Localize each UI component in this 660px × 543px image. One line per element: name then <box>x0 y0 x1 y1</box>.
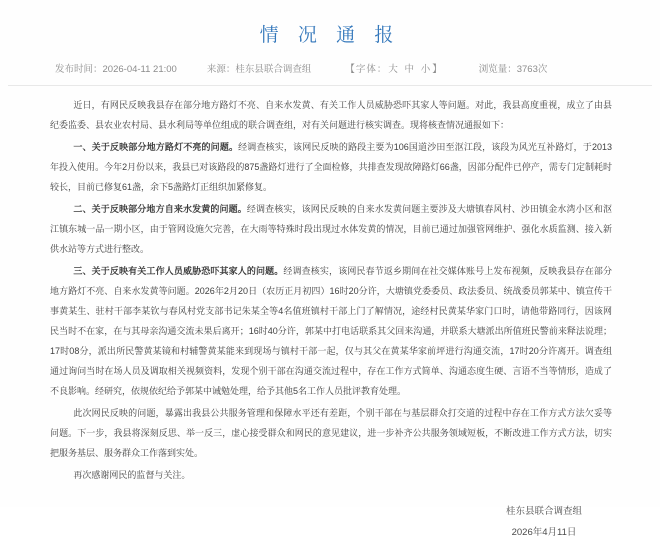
view-count <box>479 61 548 75</box>
source-value: 桂东县联合调查组 <box>235 64 312 75</box>
page-title: 情 况 通 报 <box>259 25 401 46</box>
signature-block <box>50 501 612 543</box>
source <box>207 61 312 75</box>
font-label-open: 【字体： <box>345 64 388 75</box>
font-size-small[interactable]: 小 <box>420 64 432 75</box>
paragraph-text: 再次感谢网民的监督与关注。 <box>73 470 191 480</box>
paragraph-text: 经调查核实，该网民春节返乡期间在社交媒体账号上发布视频，反映我县存在部分地方路灯不亮、自来水发黄等问题。2026年2月20日（农历正月初四）16时20分许，大塘镇党委委员、政法委员、统战委员郭某中、镇宣传干事黄某生、驻村干部李某钦与春风村党支部书记朱某全等4名值班镇村干部上门了解情况，途经村民黄某华家门口时，请他带路同行，因该网民当时不在家，在与其母亲沟通交流未果后离开；16时40分许，郭某中打电话联系其父回来沟通，并联系大塘派出所值班民警前来释法说理；17时08分，派出所民警黄某镜和村辅警黄某能来到现场与镇村干部一起，仅与其父在黄某华家前坪进行沟通交流，17时20分许离开。调查组通过询问当时在场人员及调取相关视频资料，发现个别干部在沟通交流过程中，存在工作方式简单、沟通态度生硬、言语不当等情形，造成了不良影响。经研究，依规依纪给予郭某中诫勉处理，给予其他5名工作人员批评教育处理。 <box>50 266 612 396</box>
view-count-value: 3763次 <box>516 64 548 75</box>
paragraph-lead: 三、关于反映有关工作人员威胁恐吓其家人的问题。 <box>73 266 284 276</box>
publish-time-value: 2026-04-11 21:00 <box>102 64 177 75</box>
paragraph-text: 此次网民反映的问题，暴露出我县公共服务管理和保障水平还有差距，个别干部在与基层群众打交道的过程中存在工作方式方法欠妥等问题。下一步，我县将深刻反思、举一反三，虚心接受群众和网民的意见建议，进一步补齐公共服务领域短板，不断改进工作方式方法，切实把服务基层、服务群众工作落到实处。 <box>50 408 612 458</box>
paragraph-issue-3 <box>50 261 612 401</box>
notice-body <box>0 86 660 543</box>
paragraph-issue-2 <box>50 199 612 259</box>
source-label: 来源： <box>206 64 236 75</box>
signature-date: 2026年4月11日 <box>511 527 577 538</box>
meta-row <box>0 47 660 75</box>
paragraph-lead: 一、关于反映部分地方路灯不亮的问题。 <box>73 142 239 152</box>
paragraph-text: 近日，有网民反映我县存在部分地方路灯不亮、自来水发黄、有关工作人员威胁恐吓其家人等问题。对此，我县高度重视，成立了由县纪委监委、县农业农村局、县水利局等单位组成的联合调查组，对有关问题进行核实调查。现将核查情况通报如下： <box>50 100 612 130</box>
font-label-close: 】 <box>432 64 443 75</box>
paragraph-thanks <box>50 465 612 485</box>
paragraph-issue-1 <box>50 137 612 197</box>
paragraph-summary <box>50 403 612 463</box>
paragraph-text: 经调查核实，该网民反映的路段主要为106国道沙田至沤江段，该段为风光互补路灯，于2013年投入使用。今年2月份以来，我县已对该路段的875盏路灯进行了全面检修，共排查发现故障路灯66盏，因部分配件已停产，需专门定制耗时较长，目前已修复61盏，余下5盏路灯正组织加紧修复。 <box>50 142 612 192</box>
publish-time-label: 发布时间： <box>55 64 103 75</box>
font-size-medium[interactable]: 中 <box>404 64 416 75</box>
publish-time <box>55 61 177 75</box>
font-size-control <box>345 61 442 75</box>
page-header <box>0 0 660 47</box>
paragraph-text: 经调查核实，该网民反映的自来水发黄问题主要涉及大塘镇春风村、沙田镇金水湾小区和沤江镇东城一品一期小区，由于管网设施欠完善，在大雨等特殊时段出现过水体发黄的情况，目前已通过加强管网维护、强化水质监测、接入新供水站等方式进行整改。 <box>50 204 612 254</box>
signature-org: 桂东县联合调查组 <box>505 506 582 517</box>
paragraph-intro <box>50 95 612 135</box>
paragraph-lead: 二、关于反映部分地方自来水发黄的问题。 <box>73 204 247 214</box>
font-size-large[interactable]: 大 <box>388 64 399 75</box>
view-count-label: 浏览量： <box>478 64 517 75</box>
